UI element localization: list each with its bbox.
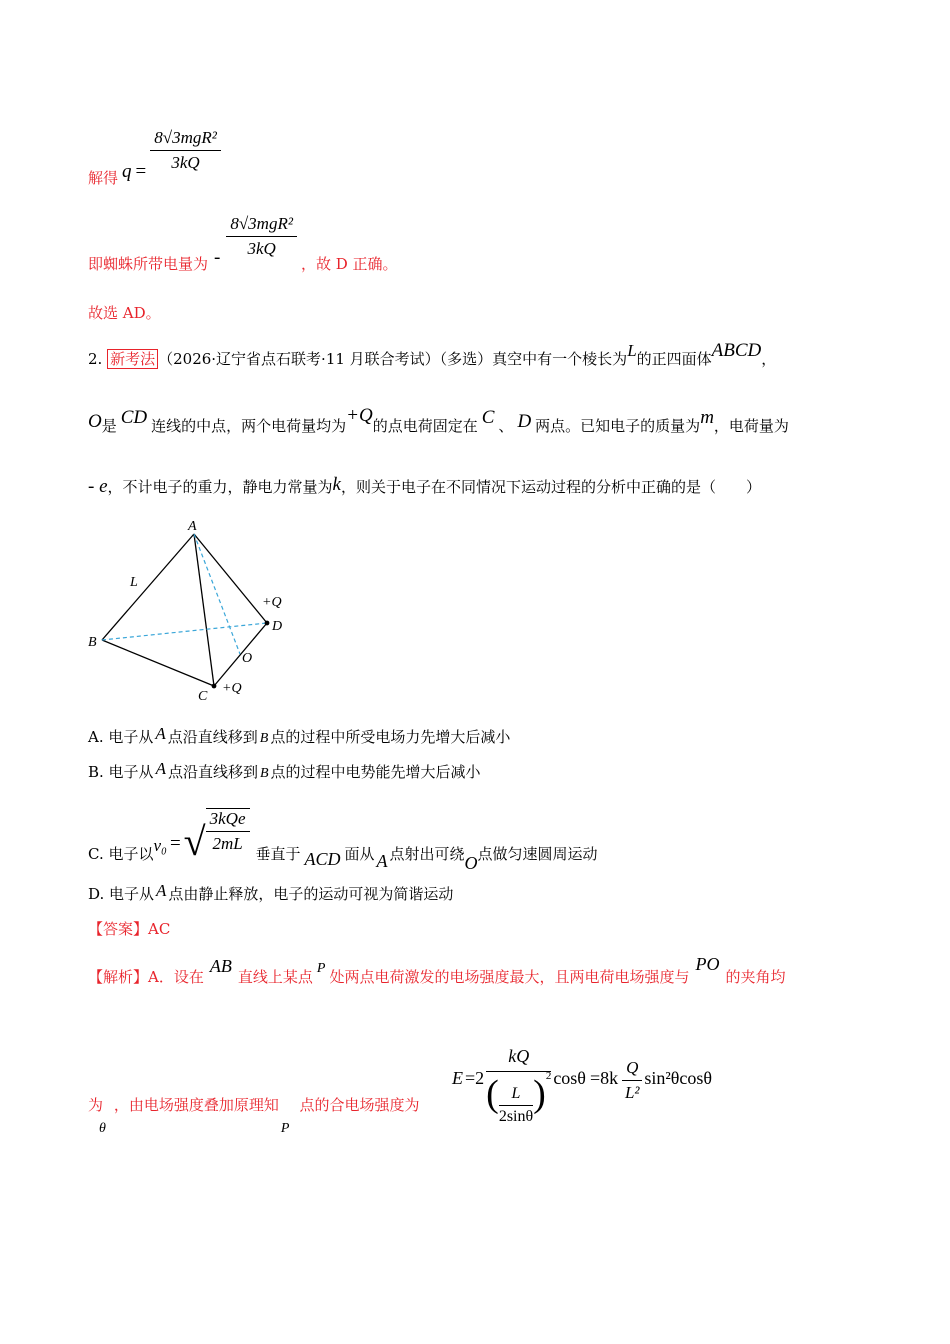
option-d-end: 点由静止释放，电子的运动可视为简谐运动 (168, 885, 454, 903)
inner-numerator: L (499, 1085, 533, 1106)
equals-sign: = (135, 160, 147, 182)
analysis-text4: 的夹角均 (725, 968, 786, 986)
eq-fraction (486, 1046, 551, 1126)
question-line-3 (88, 476, 761, 498)
option-a-label: A. 电子从 (88, 728, 154, 746)
var-L: L (627, 341, 637, 360)
eq-tail: sin²θcosθ (644, 1068, 713, 1089)
minus-sign: - (214, 246, 221, 268)
charge-line (88, 214, 398, 273)
label-charge-C: +Q (222, 681, 242, 696)
eq-power: 2 (545, 1070, 552, 1082)
analysis-line-2 (88, 1094, 420, 1136)
option-c (88, 796, 598, 873)
solve-line (88, 128, 221, 187)
inner-denominator: 2sinθ (498, 1108, 534, 1126)
var-A: A (376, 851, 388, 871)
var-D: D (517, 411, 532, 432)
var-O: O (88, 411, 102, 432)
var-m: m (700, 407, 714, 428)
label-L: L (130, 575, 138, 590)
label-O: O (242, 651, 253, 666)
fraction-q (150, 128, 221, 173)
analysis-text6: ，由电场强度叠加原理知 (113, 1096, 279, 1114)
label-B: B (88, 635, 97, 650)
analysis-text7: 点的合电场强度为 (299, 1096, 420, 1114)
solve-prefix: 解得 (88, 168, 119, 187)
analysis-text5: 为 (88, 1096, 104, 1114)
var-B: B (259, 766, 269, 781)
analysis-text2: 直线上某点 (237, 968, 313, 986)
fraction-denominator: 3kQ (171, 153, 200, 172)
var-q: q (122, 160, 132, 182)
sqrt-numerator: 3kQe (206, 809, 250, 832)
separator: 、 (498, 417, 514, 435)
var-CD: CD (120, 407, 148, 428)
fraction-numerator: 8√3mgR² (226, 214, 297, 237)
option-a (88, 726, 510, 747)
var-k: k (332, 474, 341, 495)
sqrt-fraction (206, 808, 250, 854)
var-O: O (464, 853, 478, 873)
eq-denominator (486, 1072, 551, 1126)
question-text4: 的点电荷固定在 (372, 417, 478, 435)
answer-value: AC (148, 920, 171, 938)
eq-fraction-2 (622, 1058, 642, 1103)
var-A: A (156, 881, 167, 900)
option-c-mid3: 点射出可绕 (389, 845, 465, 863)
edge-AB (102, 534, 194, 640)
var-B: B (259, 731, 269, 746)
tetrahedron-figure (84, 512, 314, 706)
fraction-denominator: 3kQ (247, 239, 276, 258)
line-AO-dashed (194, 534, 240, 654)
charge-prefix: 即蜘蛛所带电量为 (88, 254, 209, 273)
fraction-charge (226, 214, 297, 259)
question-text3: 连线的中点，两个电荷量均为 (151, 417, 347, 435)
var-plusQ: +Q (346, 405, 373, 426)
var-ACD: ACD (304, 849, 341, 869)
option-b-mid: 点沿直线移到 (167, 763, 258, 781)
question-text1: 的正四面体 (636, 350, 712, 368)
charge-dot-C (212, 684, 217, 689)
var-A: A (155, 759, 166, 778)
label-charge-D: +Q (262, 595, 282, 610)
option-c-end: 点做匀速圆周运动 (477, 845, 598, 863)
sqrt-denominator: 2mL (212, 834, 243, 853)
question-text8: ，则关于电子在不同情况下运动过程的分析中正确的是（ ） (340, 478, 761, 496)
label-D: D (272, 619, 283, 634)
option-d-label: D. 电子从 (88, 885, 155, 903)
option-c-mid: 垂直于 (255, 845, 301, 863)
option-a-mid: 点沿直线移到 (167, 728, 258, 746)
eq-cos: cosθ (553, 1068, 586, 1089)
paren-left: ( (486, 1073, 499, 1115)
eq-Q: Q (622, 1058, 642, 1081)
edge-CD (214, 623, 267, 686)
question-line-2 (88, 405, 789, 437)
var-P: P (316, 961, 326, 976)
option-c-mid2: 面从 (344, 845, 375, 863)
question-line-1 (88, 340, 777, 370)
question-source: （2026·辽宁省点石联考·11 月联合考试）（多选）真空中有一个棱长为 (158, 350, 628, 368)
option-b (88, 761, 481, 782)
var-PO: PO (695, 954, 720, 974)
var-v0: v₀ (153, 836, 167, 855)
option-b-label: B. 电子从 (88, 763, 154, 781)
equals-sign: = (169, 833, 181, 854)
option-d (88, 883, 453, 904)
eq-L2: L² (624, 1082, 640, 1102)
var-ABCD: ABCD (711, 340, 762, 361)
option-c-label: C. 电子以 (88, 845, 154, 863)
analysis-label: 【解析】 (88, 968, 149, 986)
question-text5: 两点。已知电子的质量为 (535, 417, 701, 435)
sqrt-symbol: √ (183, 819, 206, 864)
var-P: P (280, 1121, 290, 1136)
fraction-numerator: 8√3mgR² (150, 128, 221, 151)
paren-right: ) (533, 1073, 546, 1115)
edge-BD-dashed (102, 623, 267, 640)
charge-dot-D (265, 621, 270, 626)
new-method-tag: 新考法 (107, 349, 158, 369)
question-text6: ，电荷量为 (713, 417, 789, 435)
charge-suffix: ，故 D 正确。 (300, 254, 398, 273)
var-A: A (155, 724, 166, 743)
label-C: C (198, 689, 208, 704)
question-number: 2. (88, 350, 103, 368)
field-equation (452, 1046, 713, 1132)
answer-line (88, 918, 170, 939)
label-A: A (188, 519, 197, 534)
edge-AD (194, 534, 267, 623)
eq-equals-8k: =8k (589, 1068, 619, 1089)
inner-fraction (499, 1085, 533, 1126)
var-neg-e: - e (88, 476, 108, 497)
option-b-end: 点的过程中电势能先增大后减小 (270, 763, 481, 781)
var-theta: θ (99, 1121, 106, 1136)
analysis-text3: 处两点电荷激发的电场强度最大，且两电荷电场强度与 (329, 968, 690, 986)
analysis-text1: A．设在 (148, 968, 204, 986)
eq-equals-2: =2 (465, 1068, 485, 1089)
var-C: C (481, 407, 495, 428)
edge-BC (102, 640, 214, 686)
eq-numerator: kQ (486, 1046, 551, 1072)
analysis-line-1 (88, 954, 786, 987)
option-a-end: 点的过程中所受电场力先增大后减小 (270, 728, 511, 746)
eq-E: E (452, 1068, 463, 1089)
comma: ， (761, 350, 777, 368)
edge-AC (194, 534, 214, 686)
var-AB: AB (209, 956, 232, 976)
question-text7: ，不计电子的重力，静电力常量为 (107, 478, 333, 496)
select-ad: 故选 AD。 (88, 304, 161, 322)
question-text2: 是 (101, 417, 117, 435)
answer-label: 【答案】 (88, 920, 149, 938)
